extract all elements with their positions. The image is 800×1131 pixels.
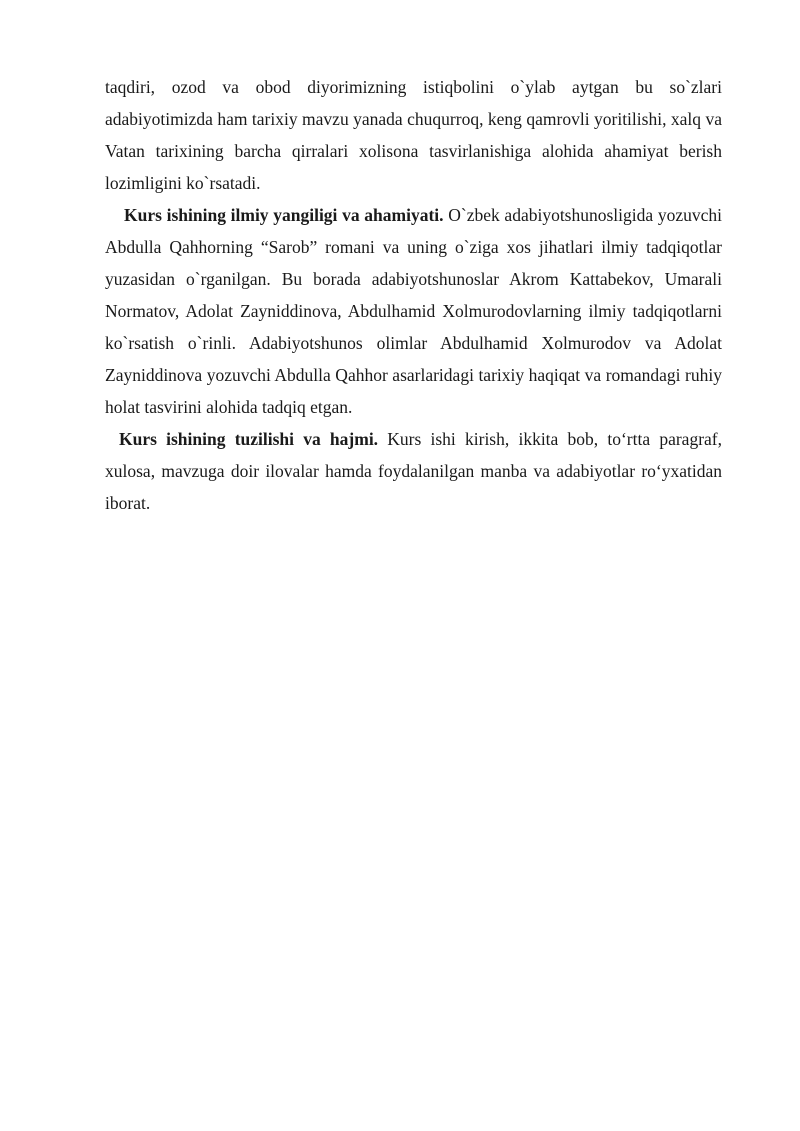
paragraph-text: Kurs ishi kirish, ikkita bob, to‘rtta paragraf, xulosa, mavzuga doir ilovalar hamda foydalanilgan manba va adabiyotlar ro‘yxatidan iborat. xyxy=(105,429,722,513)
body-text xyxy=(105,71,722,519)
paragraph-structure xyxy=(105,423,722,519)
paragraph-heading: Kurs ishining ilmiy yangiligi va ahamiyati. xyxy=(124,205,444,225)
paragraph-intro xyxy=(105,71,722,199)
paragraph-text: O`zbek adabiyotshunosligida yozuvchi Abdulla Qahhorning “Sarob” romani va uning o`ziga xos jihatlari ilmiy tadqiqotlar yuzasidan o`rganilgan. Bu borada adabiyotshunoslar Akrom Kattabekov, Umarali Normatov, Adolat Zayniddinova, Abdulhamid Xolmurodovlarning ilmiy tadqiqotlarni ko`rsatish o`rinli. Adabiyotshunos olimlar Abdulhamid Xolmurodov va Adolat Zayniddinova yozuvchi Abdulla Qahhor asarlaridagi tarixiy haqiqat va romandagi ruhiy holat tasvirini alohida tadqiq etgan. xyxy=(105,205,722,417)
paragraph-novelty xyxy=(105,199,722,423)
paragraph-heading: Kurs ishining tuzilishi va hajmi. xyxy=(119,429,379,449)
paragraph-text: taqdiri, ozod va obod diyorimizning istiqbolini o`ylab aytgan bu so`zlari adabiyotimizda ham tarixiy mavzu yanada chuqurroq, keng qamrovli yoritilishi, xalq va Vatan tarixining barcha qirralari xolisona tasvirlanishiga alohida ahamiyat berish lozimligini ko`rsatadi. xyxy=(105,77,722,193)
